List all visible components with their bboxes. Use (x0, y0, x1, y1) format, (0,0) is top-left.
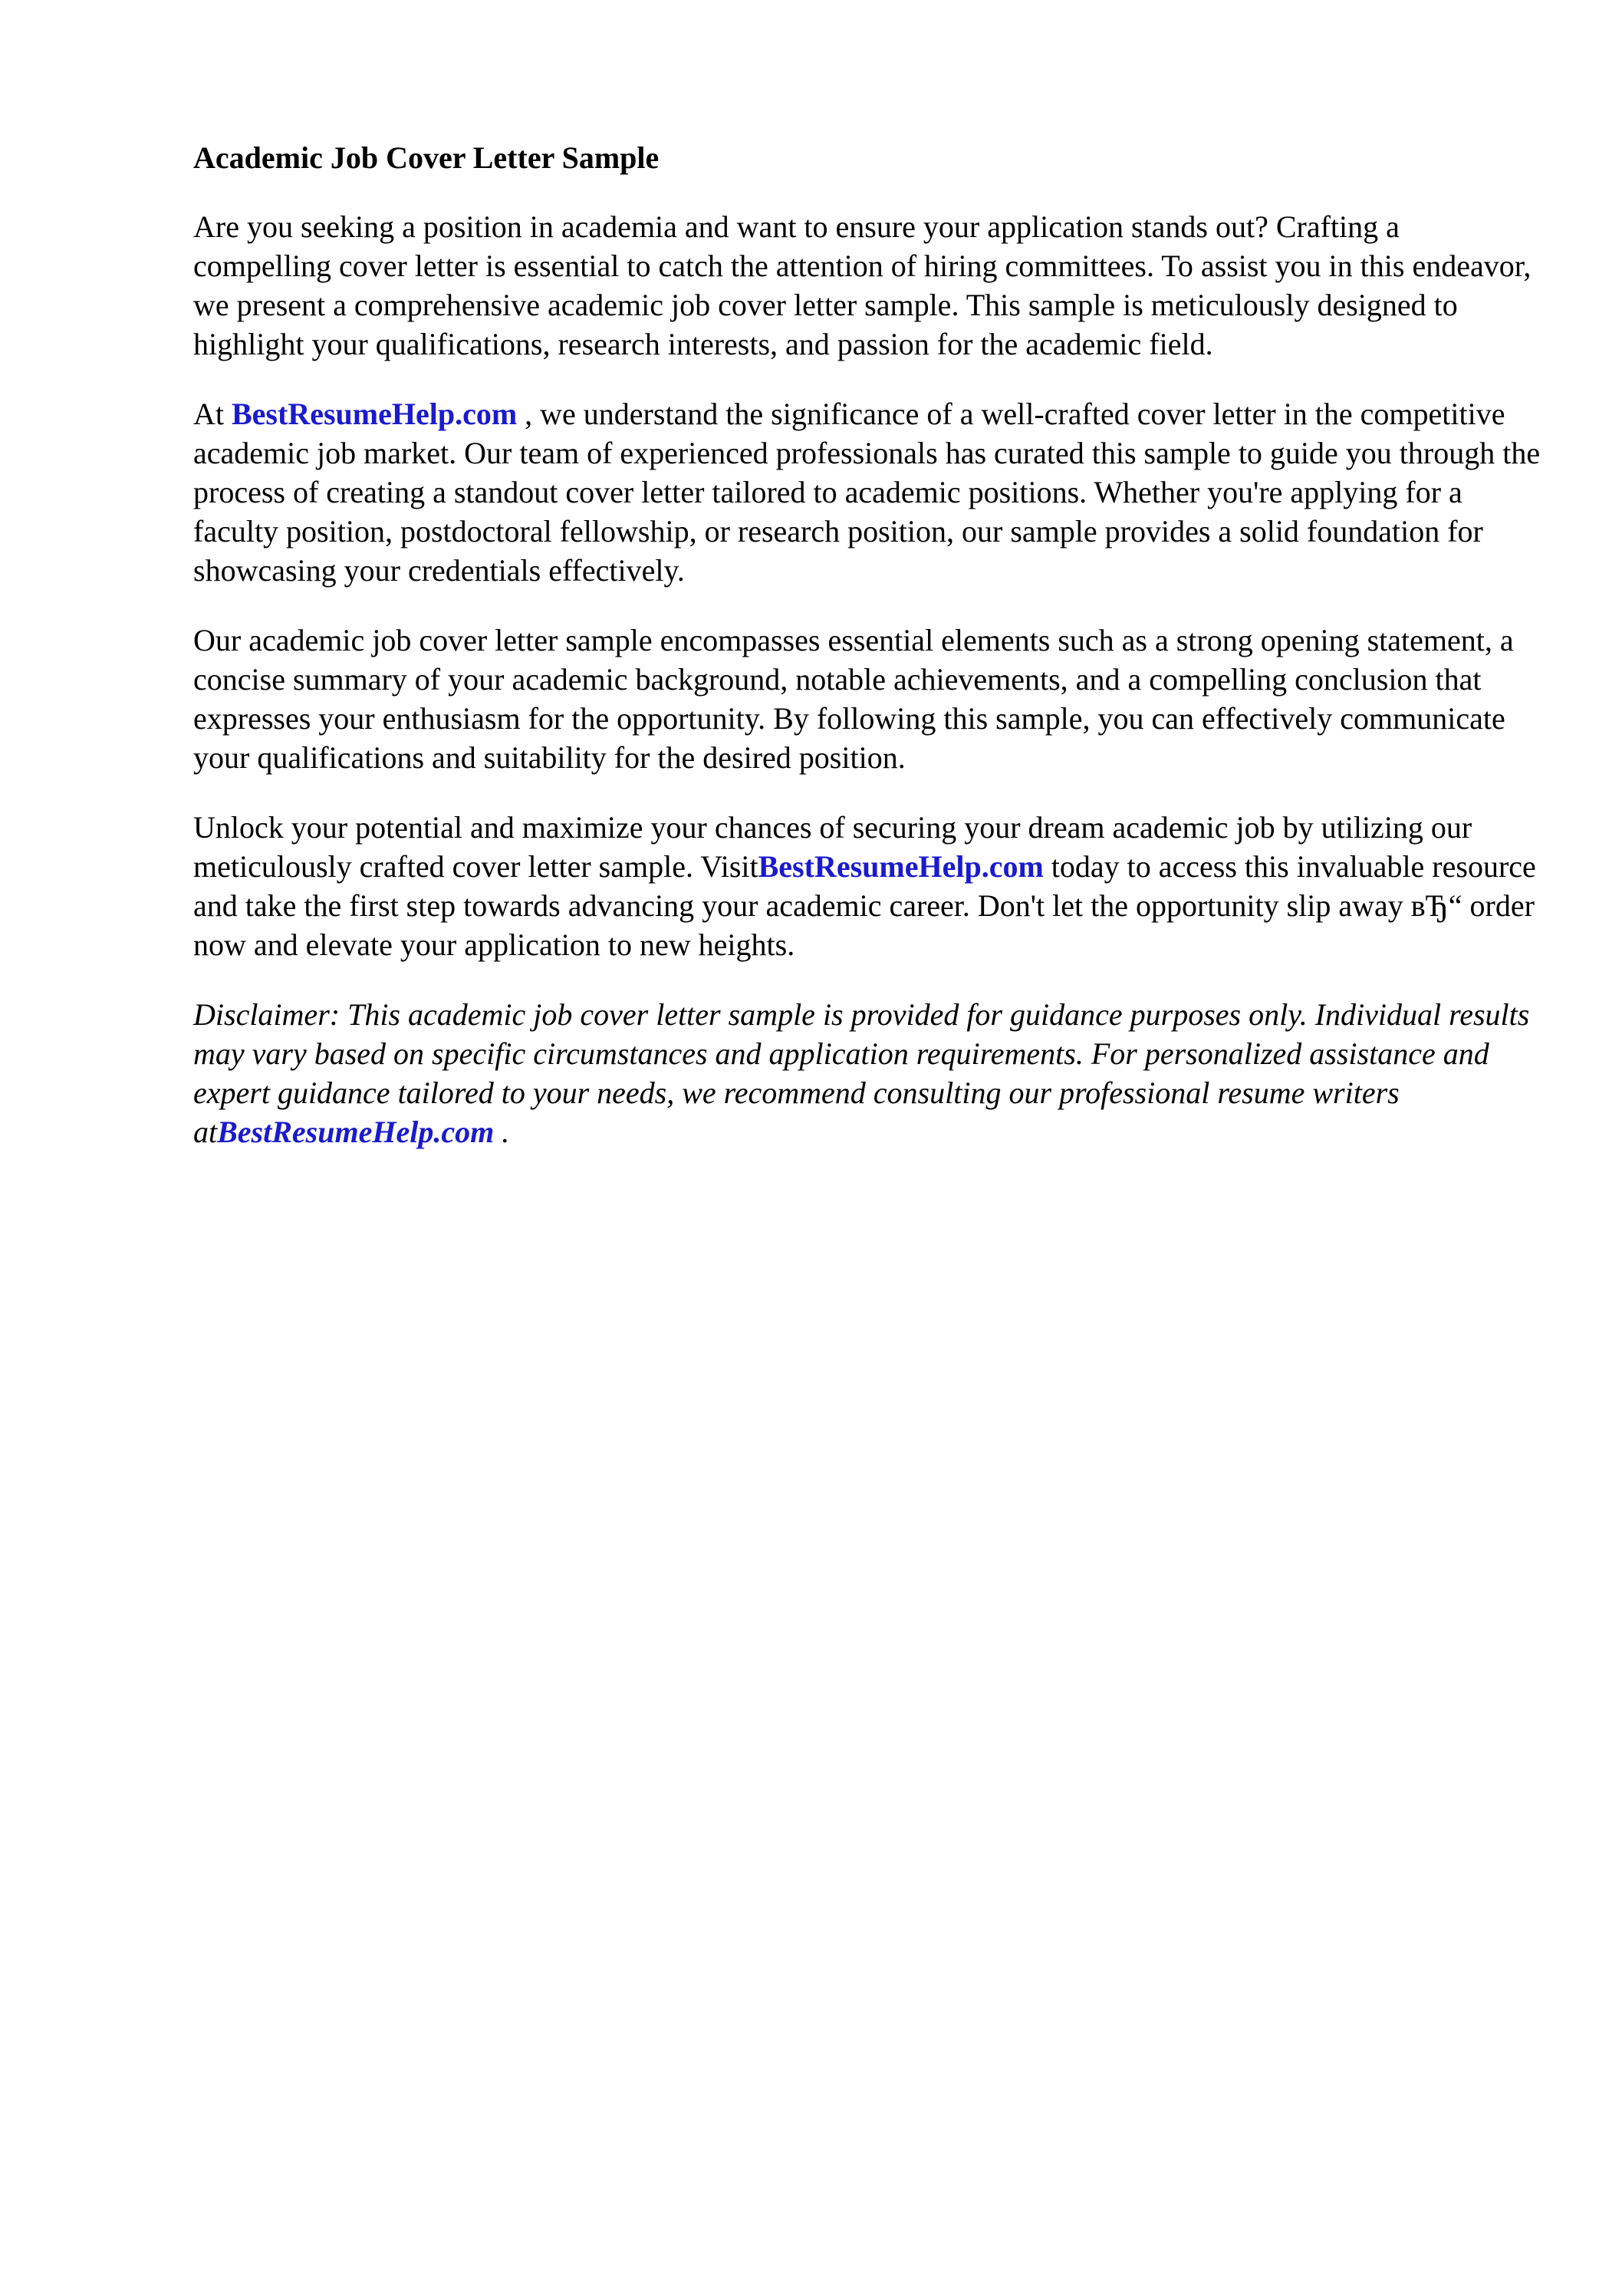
bestresumehelp-link[interactable]: BestResumeHelp.com (758, 849, 1044, 884)
paragraph-about-after: , we understand the significance of a well-crafted cover letter in the competitive academic job market. Our team of experienced professionals has curated this sample to guide you through the process of creating a standout cover letter tailored to academic positions. Whether you're applying for a faculty position, postdoctoral fellowship, or research position, our sample provides a solid foundation for showcasing your credentials effectively. (193, 397, 1541, 588)
document-title: Academic Job Cover Letter Sample (193, 140, 660, 175)
paragraph-cta-before: Unlock your potential and maximize your chances of securing your dream academic job by utilizing our meticulously crafted cover letter sample. Visit (193, 810, 1472, 884)
paragraph-disclaimer-after: . (494, 1115, 510, 1149)
paragraph-about-before: At (193, 397, 232, 431)
paragraph-cta (193, 808, 1543, 964)
paragraph-intro: Are you seeking a position in academia and want to ensure your application stands out? Crafting a compelling cover letter is essential to catch the attention of hiring committees. To assist you in this endeavor, we present a comprehensive academic job cover letter sample. This sample is meticulously designed to highlight your qualifications, research interests, and passion for the academic field. (193, 209, 1532, 361)
paragraph-disclaimer (193, 995, 1543, 1151)
paragraph-cta-after: today to access this invaluable resource and take the first step towards advancing your academic career. Don't let the opportunity slip away вЂ“ order now and elevate your application to new heights. (193, 849, 1536, 962)
paragraph-disclaimer-before: Disclaimer: This academic job cover letter sample is provided for guidance purposes only. Individual results may vary based on specific circumstances and application requirements. For personalized assistance and expert guidance tailored to your needs, we recommend consulting our professional resume writers at (193, 997, 1530, 1149)
bestresumehelp-link[interactable]: BestResumeHelp.com (217, 1115, 495, 1149)
paragraph-elements: Our academic job cover letter sample encompasses essential elements such as a strong opening statement, a concise summary of your academic background, notable achievements, and a compelling conclusion that expresses your enthusiasm for the opportunity. By following this sample, you can effectively communicate your qualifications and suitability for the desired position. (193, 623, 1514, 775)
document-body (193, 137, 1543, 1182)
bestresumehelp-link[interactable]: BestResumeHelp.com (232, 397, 518, 431)
paragraph-about (193, 394, 1543, 590)
